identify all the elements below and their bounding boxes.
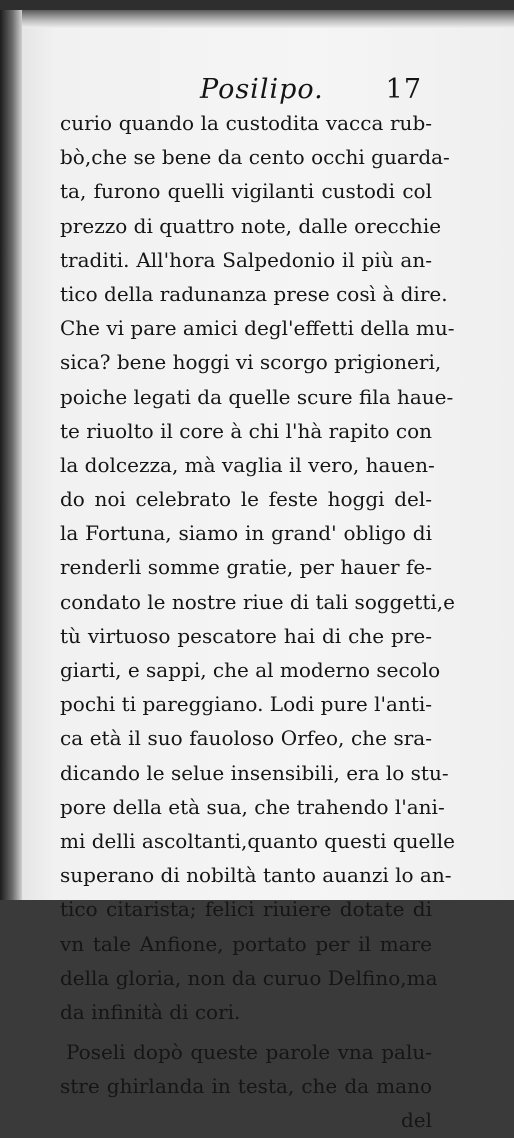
text-block <box>60 74 456 1138</box>
running-head-title: Posilipo. <box>200 74 324 105</box>
text-line: te riuolto il core à chi l'hà rapito con <box>60 418 432 443</box>
text-line: pore della età sua, che trahendo l'ani- <box>60 794 445 819</box>
text-line: dicando le selue insensibili, era lo stu- <box>60 760 449 785</box>
text-line: traditi. All'hora Salpedonio il più an- <box>60 247 432 272</box>
text-line: vn tale Anfione, portato per il mare <box>60 931 432 956</box>
text-line: bò,che se bene da cento occhi guarda- <box>60 145 450 170</box>
text-line: sica? bene hoggi vi scorgo prigioneri, <box>60 350 442 375</box>
text-line: stre ghirlanda in testa, che da mano <box>60 1074 432 1099</box>
text-line: mi delli ascoltanti,quanto questi quelle <box>60 828 456 853</box>
binding-gutter-shadow <box>0 10 22 900</box>
text-line: Che vi pare amici degl'effetti della mu- <box>60 316 455 341</box>
text-line: renderli somme gratie, per hauer fe- <box>60 555 432 580</box>
text-line: poiche legati da quelle scure fila haue- <box>60 384 454 409</box>
text-line: tico della radunanza prese così à dire. <box>60 281 448 306</box>
text-line: giarti, e sappi, che al moderno secolo <box>60 658 441 682</box>
text-line: tù virtuoso pescatore hai di che pre- <box>60 623 432 648</box>
text-line: do noi celebrato le feste hoggi del- <box>60 487 432 512</box>
page-top-edge-shadow <box>14 10 514 28</box>
text-line: Poseli dopò queste parole vna palu- <box>66 1040 432 1065</box>
text-line: della gloria, non da curuo Delfino,ma <box>60 965 438 990</box>
text-line: curio quando la custodita vacca rub- <box>60 111 432 135</box>
text-line: da infinità di cori. <box>60 999 241 1024</box>
text-line: tico citarista; felici riuiere dotate di <box>60 897 432 922</box>
text-line: la dolcezza, mà vaglia il vero, hauen- <box>60 452 435 477</box>
text-line: ca età il suo fauoloso Orfeo, che sra- <box>60 726 432 751</box>
text-line: condato le nostre riue di tali soggetti,e <box>60 589 455 614</box>
text-line: ta, furono quelli vigilanti custodi col <box>60 179 432 204</box>
page-number: 17 <box>385 74 422 105</box>
running-head <box>60 74 432 106</box>
text-line: pochi ti pareggiano. Lodi pure l'anti- <box>60 692 433 717</box>
text-line: la Fortuna, siamo in grand' obligo di <box>60 521 432 546</box>
text-line: superano di nobiltà tanto auanzi lo an- <box>60 863 452 888</box>
text-line: prezzo di quattro note, dalle orecchie <box>60 213 442 238</box>
catchword: del <box>400 1108 432 1133</box>
